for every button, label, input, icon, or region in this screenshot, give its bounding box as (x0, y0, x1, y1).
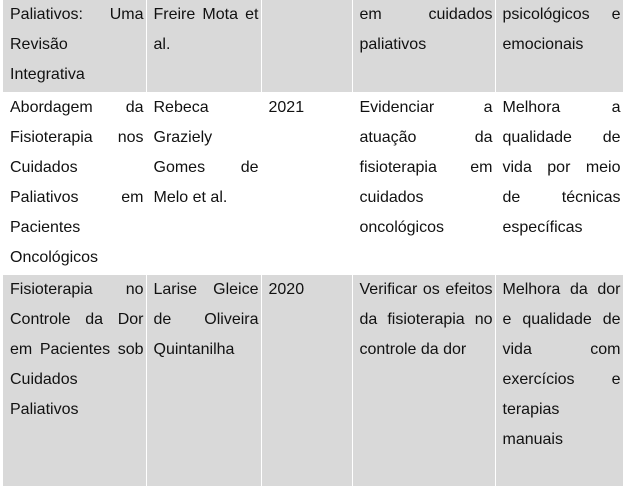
cell-objective: Evidenciar a atuação da fisioterapia em cuidados oncológicos (352, 92, 495, 274)
cell-title: Fisioterapia no Controle da Dor em Pacientes sob Cuidados Paliativos (3, 274, 146, 486)
cell-title: Abordagem da Fisioterapia nos Cuidados Paliativos em Pacientes Oncológicos (3, 92, 146, 274)
cell-objective: Verificar os efeitos da fisioterapia no controle da dor (352, 274, 495, 486)
table-row (3, 92, 623, 274)
table-row (3, 274, 623, 486)
cell-results: Melhora a qualidade de vida por meio de técnicas específicas (495, 92, 623, 274)
cell-authors: Rebeca Graziely Gomes de Melo et al. (146, 92, 261, 274)
cell-year (261, 0, 352, 92)
cell-year: 2020 (261, 274, 352, 486)
cell-authors: Larise Gleice de Oliveira Quintanilha (146, 274, 261, 486)
cell-authors: Freire Mota et al. (146, 0, 261, 92)
cell-year: 2021 (261, 92, 352, 274)
cell-results: Melhora da dor e qualidade de vida com exercícios e terapias manuais (495, 274, 623, 486)
table-row (3, 0, 623, 92)
literature-table (3, 0, 623, 487)
cell-title: Paliativos: Uma Revisão Integrativa (3, 0, 146, 92)
cell-results: psicológicos e emocionais (495, 0, 623, 92)
cell-objective: em cuidados paliativos (352, 0, 495, 92)
